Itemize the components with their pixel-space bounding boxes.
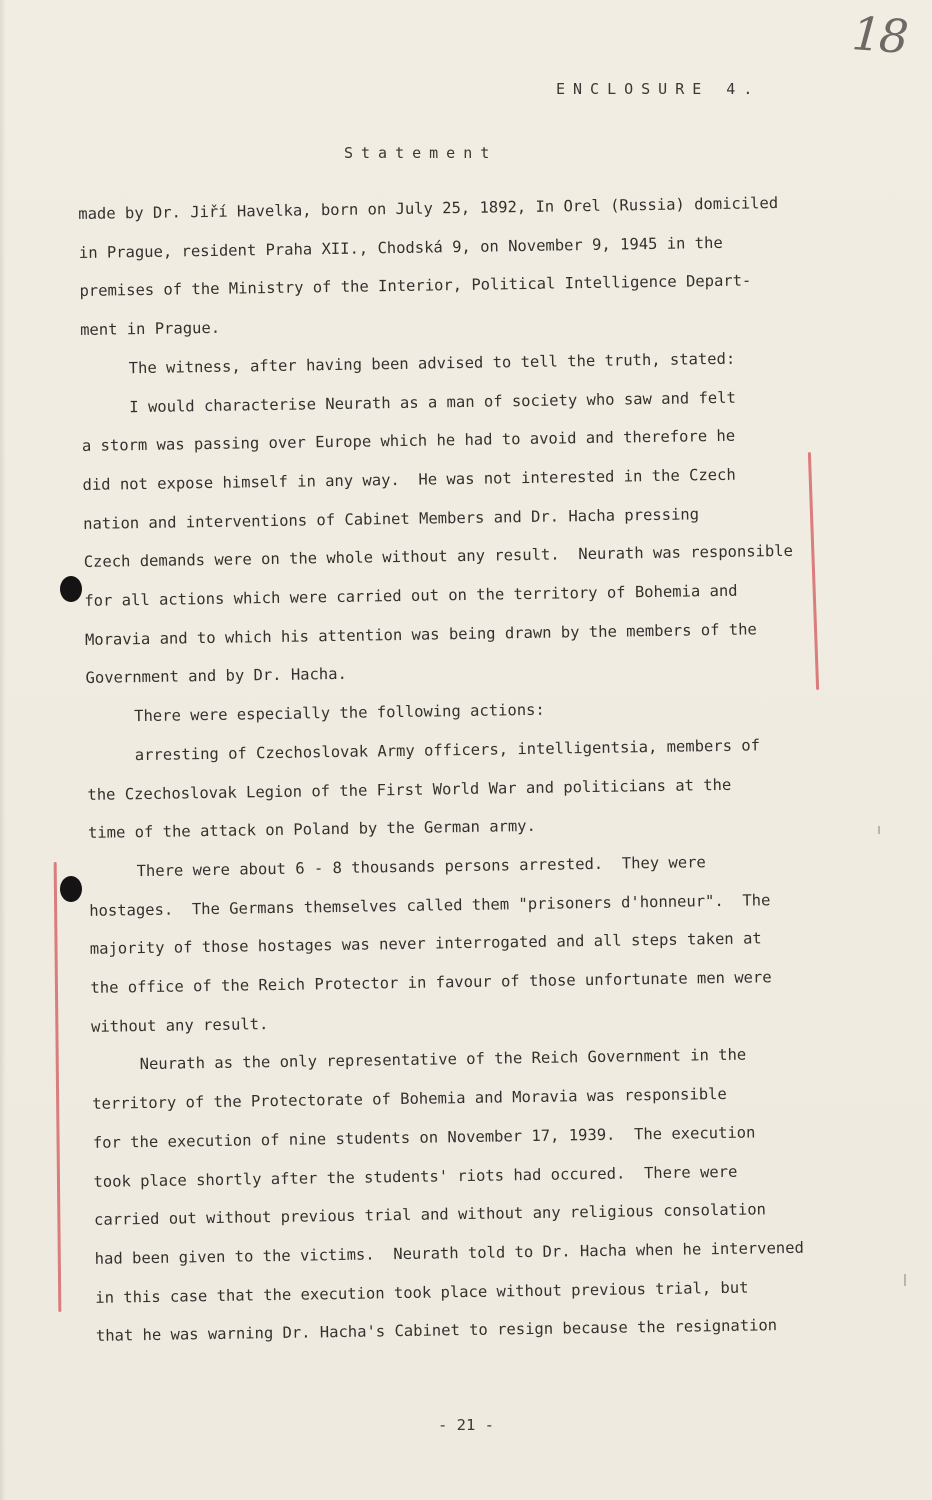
text-line: made by Dr. Jiří Havelka, born on July 25, 1892, In Orel (Russia) domiciled (78, 194, 779, 223)
text-line: a storm was passing over Europe which he had to avoid and therefore he (81, 426, 736, 456)
text-line: the office of the Reich Protector in favour of those unfortunate men were (90, 968, 772, 997)
text-line: in this case that the execution took place without previous trial, but (95, 1278, 749, 1307)
text-line: in Prague, resident Praha XII., Chodská 9, on November 9, 1945 in the (78, 233, 723, 262)
page-edge-left (0, 0, 6, 1500)
text-line: did not expose himself in any way. He was not interested in the Czech (82, 465, 736, 494)
margin-tick-mark (878, 826, 880, 834)
punch-hole (60, 876, 82, 902)
text-line: that he was warning Dr. Hacha's Cabinet to resign because the resignation (95, 1316, 778, 1346)
text-line: had been given to the victims. Neurath told to Dr. Hacha when he intervened (94, 1238, 804, 1268)
text-line: without any result. (90, 1014, 269, 1036)
enclosure-label: ENCLOSURE 4. (556, 80, 761, 98)
text-line: carried out without previous trial and without any religious consolation (93, 1200, 767, 1230)
text-line: I would characterise Neurath as a man of society who saw and felt (129, 388, 736, 416)
page-footer-number: - 21 - (438, 1416, 494, 1434)
text-line: Government and by Dr. Hacha. (85, 665, 347, 688)
handwritten-page-number: 18 (850, 6, 909, 64)
text-line: arresting of Czechoslovak Army officers, intelligentsia, members of (134, 736, 761, 765)
text-line: Moravia and to which his attention was being drawn by the members of the (84, 620, 757, 649)
red-margin-mark-left (54, 862, 62, 1312)
text-line: There were about 6 - 8 thousands persons arrested. They were (136, 853, 706, 881)
text-line: majority of those hostages was never interrogated and all steps taken at (89, 929, 762, 959)
text-line: ment in Prague. (79, 318, 221, 340)
text-line: Czech demands were on the whole without any result. Neurath was responsible (83, 542, 794, 572)
text-line: premises of the Ministry of the Interior, Political Intelligence Depart- (79, 271, 752, 301)
text-line: There were especially the following actions: (134, 700, 545, 726)
statement-body (78, 183, 846, 1356)
text-line: for the execution of nine students on November 17, 1939. The execution (92, 1123, 756, 1152)
text-line: the Czechoslovak Legion of the First World War and politicians at the (87, 775, 732, 804)
text-line: took place shortly after the students' riots had occured. There were (93, 1162, 738, 1191)
punch-hole (60, 576, 82, 602)
text-line: time of the attack on Poland by the German army. (87, 817, 537, 843)
text-line: The witness, after having been advised to tell the truth, stated: (128, 349, 736, 378)
text-line: for all actions which were carried out on the territory of Bohemia and (84, 581, 738, 610)
statement-title: Statement (344, 144, 498, 162)
text-line: hostages. The Germans themselves called them "prisoners d'honneur". The (89, 890, 771, 920)
text-line: territory of the Protectorate of Bohemia and Moravia was responsible (92, 1085, 727, 1114)
margin-tick-mark (904, 1274, 906, 1286)
text-line: Neurath as the only representative of the Reich Government in the (139, 1046, 747, 1074)
text-line: nation and interventions of Cabinet Members and Dr. Hacha pressing (83, 504, 700, 533)
